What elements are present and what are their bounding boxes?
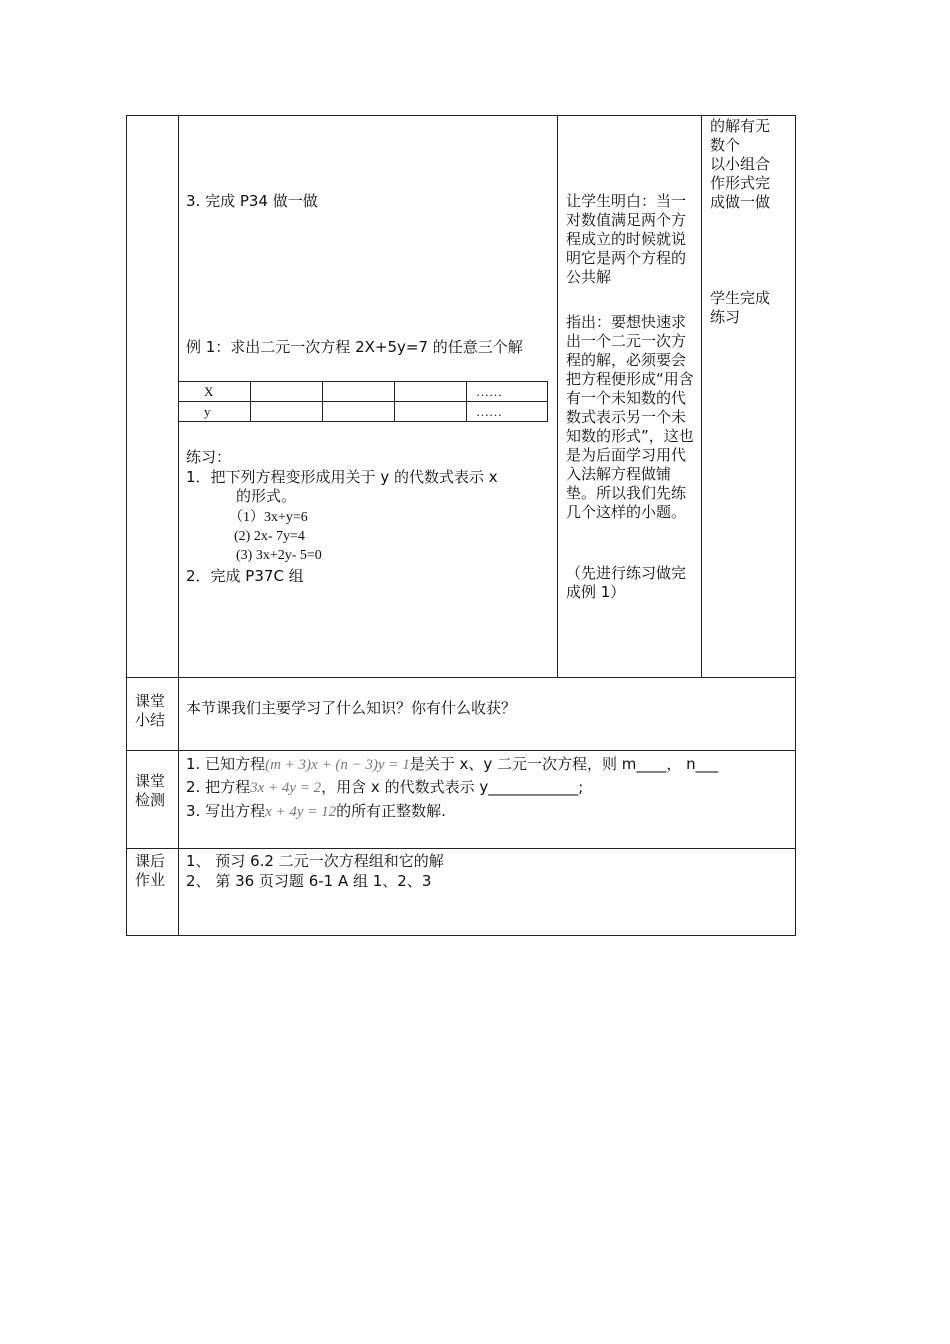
table-border-bottom [126,935,796,936]
summary-label-line1: 课堂 [135,692,166,710]
practice-q1-line1: 1．把下列方程变形成用关于 y 的代数式表示 x [186,468,498,486]
test-q2-math: 3x + 4y = 2 [250,780,322,796]
row-divider-summary [126,677,796,678]
table-border-right [795,115,796,936]
practice-title: 练习： [186,448,232,466]
test-q3-suffix: 的所有正整数解. [336,802,446,820]
row-divider-test [126,750,796,751]
item3-text: 3. 完成 P34 做一做 [186,192,318,210]
row-divider-homework [126,848,796,849]
test-q1-prefix: 1. 已知方程 [186,755,266,773]
homework-item1: 1、 预习 6.2 二元一次方程组和它的解 [186,852,444,870]
practice-eq3: (3) 3x+2y- 5=0 [236,548,322,563]
student-column-divider [701,115,702,678]
practice-q1-line2: 的形式。 [236,487,297,505]
practice-eq2: (2) 2x- 7y=4 [234,529,305,544]
summary-label-line2: 小结 [135,711,166,729]
practice-eq1: （1）3x+y=6 [229,510,308,525]
test-q1 [186,755,718,775]
xy-table-label-x: X [204,384,214,399]
xy-table-ellipsis-y: …… [476,404,502,419]
test-q1-math: (m + 3)x + (n − 3)y = 1 [265,757,410,773]
test-q1-suffix: 是关于 x、y 二元一次方程，则 m____， n___ [409,755,719,773]
table-border-top [126,115,796,116]
teacher-para-1: 让学生明白：当一对数值满足两个方程成立的时候就说明它是两个方程的公共解 [566,192,687,286]
homework-item2: 2、 第 36 页习题 6-1 A 组 1、2、3 [186,872,432,890]
test-q3 [186,802,446,822]
homework-label-line2: 作业 [135,871,166,889]
table-border-left [126,115,127,936]
test-q3-math: x + 4y = 12 [265,804,337,820]
summary-text: 本节课我们主要学习了什么知识？你有什么收获？ [186,699,517,717]
practice-q2: 2．完成 P37C 组 [186,567,304,585]
test-label-line1: 课堂 [135,772,166,790]
xy-table-ellipsis-x: …… [476,384,502,399]
xy-table-label-y: y [204,404,211,419]
student-group-text: 以小组合作形式完成做一做 [710,155,771,211]
homework-label-line1: 课后 [135,852,166,870]
teacher-para-2: 指出：要想快速求出一个二元一次方程的解，必须要会把方程便形成“用含有一个未知数的代数式表示另一个未知数的形式”，这也是为后面学习用代入法解方程做铺垫。所以我们先练几个这样的小题。 [566,313,694,521]
test-q2-prefix: 2. 把方程 [186,778,251,796]
student-top-line1: 的解有无 [710,117,771,135]
student-complete-text: 学生完成练习 [710,289,771,326]
test-q2-suffix: ，用含 x 的代数式表示 y____________; [321,778,584,796]
student-top-line2: 数个 [710,136,741,154]
label-column-divider [178,115,179,936]
teacher-para-3: （先进行练习做完成例 1） [566,564,687,601]
example1-text: 例 1：求出二元一次方程 2X+5y=7 的任意三个解 [186,338,523,356]
test-q3-prefix: 3. 写出方程 [186,802,266,820]
test-q2 [186,778,583,798]
teacher-column-divider [557,115,558,678]
test-label-line2: 检测 [135,791,166,809]
